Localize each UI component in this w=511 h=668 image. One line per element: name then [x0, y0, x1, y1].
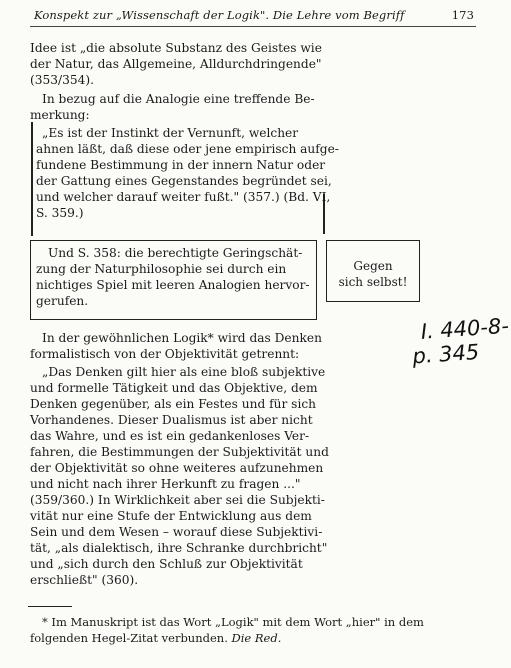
margin-box — [326, 240, 420, 302]
quote-line: S. 359.) — [36, 206, 84, 220]
margin-box-line: sich selbst! — [338, 275, 408, 289]
body-line: formalistisch von der Objektivität getrennt: — [30, 347, 300, 361]
footnote-rule — [28, 606, 72, 607]
body-line: der Natur, das Allgemeine, Alldurchdringende" — [30, 57, 322, 71]
boxed-note-line: nichtiges Spiel mit leeren Analogien hervor- — [36, 278, 310, 292]
body-line: vität nur eine Stufe der Entwicklung aus dem — [30, 509, 312, 523]
body-line: erschließt" (360). — [30, 573, 139, 587]
margin-note-line: p. 345 — [411, 339, 480, 369]
body-line: Idee ist „die absolute Substanz des Geistes wie — [30, 41, 322, 55]
quote-line: Vorhandenes. Dieser Dualismus ist aber nicht — [30, 413, 313, 427]
quote-line: fahren, die Bestimmungen der Subjektivität und — [30, 445, 329, 459]
boxed-note-line: zung der Naturphilosophie sei durch ein — [36, 262, 287, 276]
footnote-text: folgenden Hegel-Zitat verbunden. — [30, 631, 232, 645]
quote-line: fundene Bestimmung in der innern Natur oder — [36, 158, 326, 172]
body-line: merkung: — [30, 108, 90, 122]
footnote-line: * Im Manuskript ist das Wort „Logik" mit dem Wort „hier" in dem — [42, 615, 424, 629]
body-line: Sein und dem Wesen – worauf diese Subjektivi- — [30, 525, 323, 539]
quote-line: und welcher darauf weiter fußt." (357.) (Bd. VI, — [36, 190, 331, 204]
quote-line: „Es ist der Instinkt der Vernunft, welcher — [42, 126, 299, 140]
header-rule — [30, 26, 476, 27]
body-line: In der gewöhnlichen Logik* wird das Denken — [42, 331, 322, 345]
quote-line: und formelle Tätigkeit und das Objektive, dem — [30, 381, 318, 395]
boxed-note-line: gerufen. — [36, 294, 89, 308]
quote-margin-bar — [31, 122, 33, 236]
margin-box-line: Gegen — [353, 259, 393, 273]
quote-line: ahnen läßt, daß diese oder jene empirisch aufge- — [36, 142, 339, 156]
quote-line: der Objektivität so ohne weiteres aufzunehmen — [30, 461, 324, 475]
running-header-title: Konspekt zur „Wissenschaft der Logik". Die Lehre vom Begriff — [34, 8, 405, 22]
quote-line: und nicht nach ihrer Herkunft zu fragen ..." — [30, 477, 301, 491]
body-line: (353/354). — [30, 73, 95, 87]
body-line: (359/360.) In Wirklichkeit aber sei die Subjekti- — [30, 493, 325, 507]
quote-line: Denken gegenüber, als ein Festes und für sich — [30, 397, 317, 411]
quote-line: „Das Denken gilt hier als eine bloß subjektive — [42, 365, 326, 379]
quote-line: der Gattung eines Gegenstandes begründet sei, — [36, 174, 332, 188]
running-header — [34, 6, 474, 26]
footnote-line — [30, 630, 281, 646]
page-number: 173 — [451, 8, 474, 22]
quote-line: das Wahre, und es ist ein gedankenloses Ver- — [30, 429, 310, 443]
body-line: tät, „als dialektisch, ihre Schranke durchbricht" — [30, 541, 328, 555]
boxed-note-line: Und S. 358: die berechtigte Geringschät- — [48, 246, 303, 260]
body-line: In bezug auf die Analogie eine treffende Be- — [42, 92, 315, 106]
body-line: und „sich durch den Schluß zur Objektivität — [30, 557, 303, 571]
handwritten-margin-note — [410, 314, 511, 381]
footnote-editor-mark: Die Red. — [231, 631, 282, 645]
margin-note-line: I. 440-8- — [420, 313, 510, 344]
